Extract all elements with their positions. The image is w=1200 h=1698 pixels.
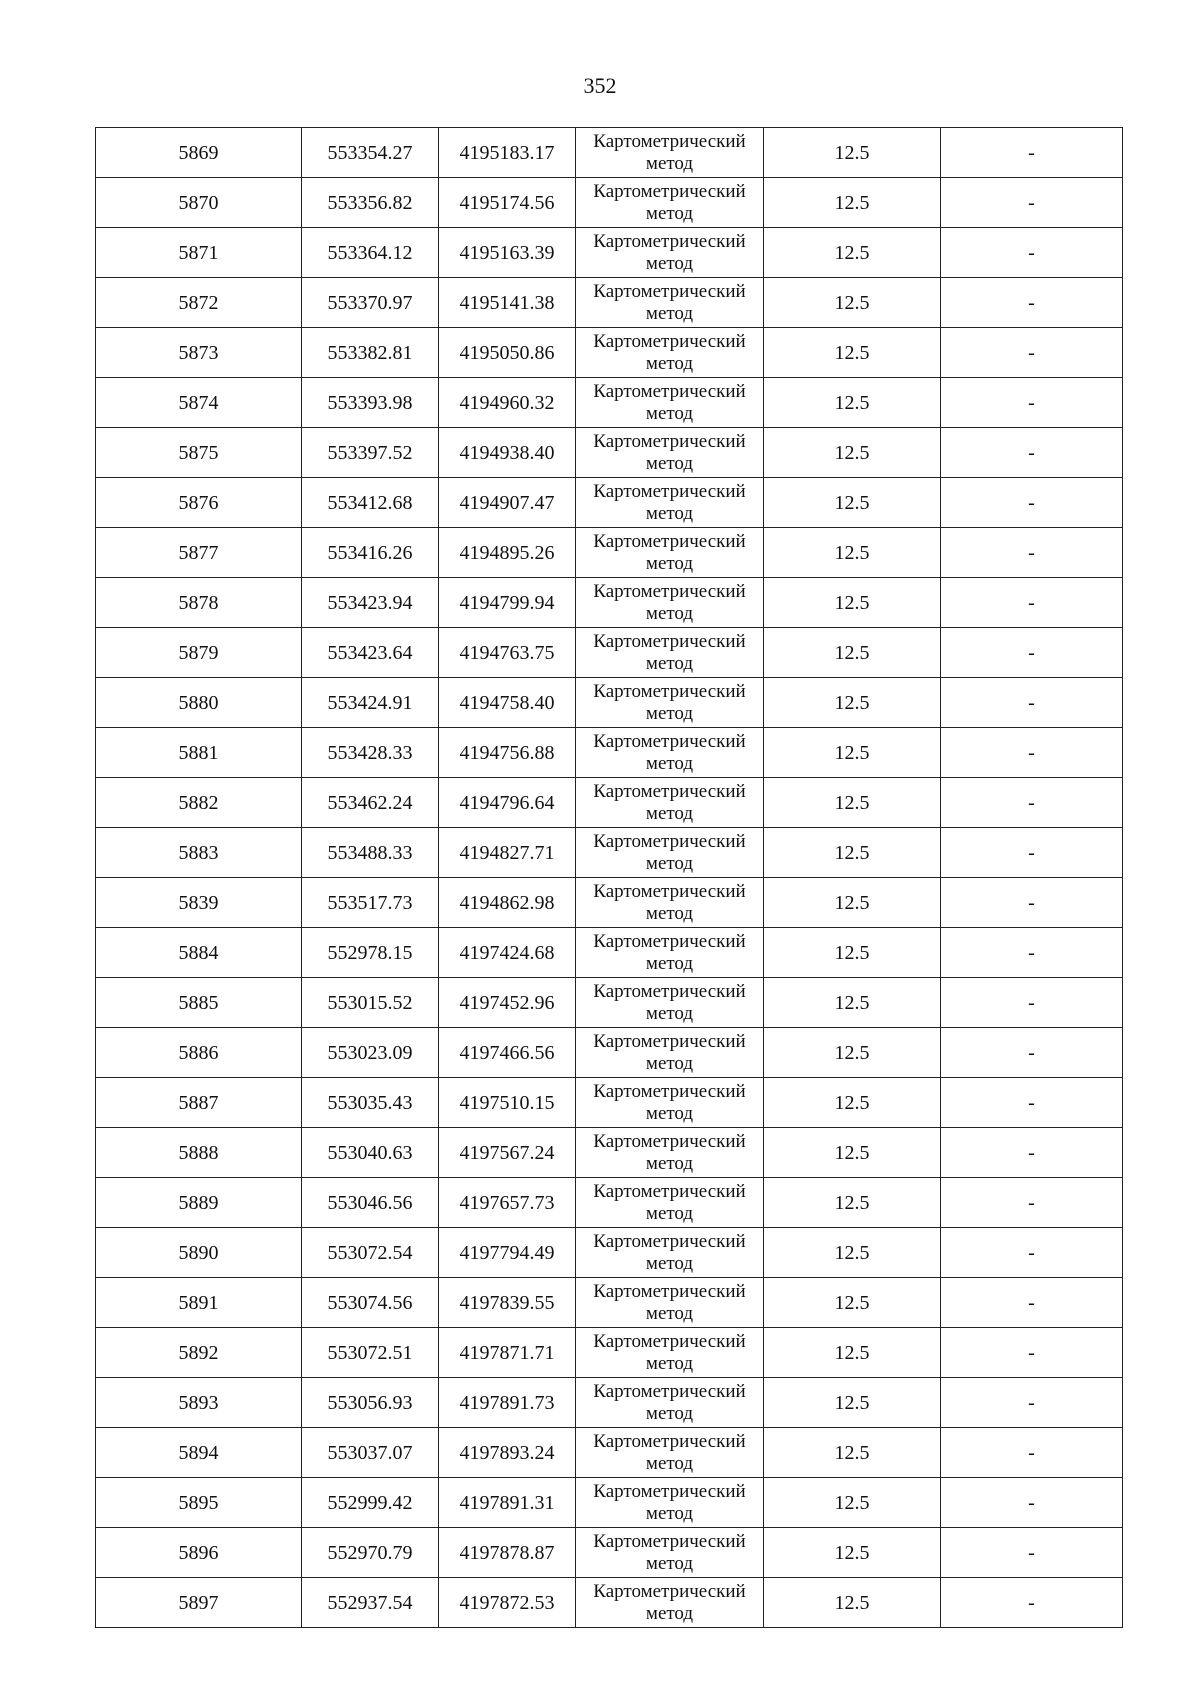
note-cell: - <box>941 778 1123 828</box>
coordinates-table <box>95 127 1123 1628</box>
method-cell: Картометрический метод <box>576 1378 764 1428</box>
table-row <box>96 1028 1123 1078</box>
accuracy-cell: 12.5 <box>764 1028 941 1078</box>
y-coordinate-cell: 4194763.75 <box>439 628 576 678</box>
point-number-cell: 5894 <box>96 1428 302 1478</box>
note-cell: - <box>941 528 1123 578</box>
method-cell: Картометрический метод <box>576 978 764 1028</box>
table-row <box>96 1328 1123 1378</box>
accuracy-cell: 12.5 <box>764 1228 941 1278</box>
note-cell: - <box>941 928 1123 978</box>
accuracy-cell: 12.5 <box>764 1278 941 1328</box>
y-coordinate-cell: 4195163.39 <box>439 228 576 278</box>
note-cell: - <box>941 1228 1123 1278</box>
x-coordinate-cell: 553424.91 <box>302 678 439 728</box>
point-number-cell: 5896 <box>96 1528 302 1578</box>
method-cell: Картометрический метод <box>576 528 764 578</box>
point-number-cell: 5873 <box>96 328 302 378</box>
table-row <box>96 878 1123 928</box>
table-row <box>96 778 1123 828</box>
method-cell: Картометрический метод <box>576 1128 764 1178</box>
accuracy-cell: 12.5 <box>764 878 941 928</box>
point-number-cell: 5839 <box>96 878 302 928</box>
x-coordinate-cell: 553416.26 <box>302 528 439 578</box>
point-number-cell: 5872 <box>96 278 302 328</box>
note-cell: - <box>941 1328 1123 1378</box>
y-coordinate-cell: 4197893.24 <box>439 1428 576 1478</box>
x-coordinate-cell: 553040.63 <box>302 1128 439 1178</box>
accuracy-cell: 12.5 <box>764 1378 941 1428</box>
y-coordinate-cell: 4197871.71 <box>439 1328 576 1378</box>
point-number-cell: 5874 <box>96 378 302 428</box>
x-coordinate-cell: 553015.52 <box>302 978 439 1028</box>
note-cell: - <box>941 328 1123 378</box>
y-coordinate-cell: 4195050.86 <box>439 328 576 378</box>
y-coordinate-cell: 4194895.26 <box>439 528 576 578</box>
x-coordinate-cell: 553356.82 <box>302 178 439 228</box>
y-coordinate-cell: 4194960.32 <box>439 378 576 428</box>
y-coordinate-cell: 4197872.53 <box>439 1578 576 1628</box>
point-number-cell: 5877 <box>96 528 302 578</box>
x-coordinate-cell: 553072.54 <box>302 1228 439 1278</box>
note-cell: - <box>941 1528 1123 1578</box>
method-cell: Картометрический метод <box>576 828 764 878</box>
y-coordinate-cell: 4197466.56 <box>439 1028 576 1078</box>
x-coordinate-cell: 552978.15 <box>302 928 439 978</box>
note-cell: - <box>941 1128 1123 1178</box>
table-row <box>96 1078 1123 1128</box>
x-coordinate-cell: 552937.54 <box>302 1578 439 1628</box>
method-cell: Картометрический метод <box>576 278 764 328</box>
accuracy-cell: 12.5 <box>764 278 941 328</box>
table-row <box>96 178 1123 228</box>
note-cell: - <box>941 828 1123 878</box>
note-cell: - <box>941 178 1123 228</box>
method-cell: Картометрический метод <box>576 378 764 428</box>
y-coordinate-cell: 4197452.96 <box>439 978 576 1028</box>
accuracy-cell: 12.5 <box>764 328 941 378</box>
note-cell: - <box>941 728 1123 778</box>
table-row <box>96 128 1123 178</box>
y-coordinate-cell: 4197794.49 <box>439 1228 576 1278</box>
point-number-cell: 5889 <box>96 1178 302 1228</box>
accuracy-cell: 12.5 <box>764 1328 941 1378</box>
method-cell: Картометрический метод <box>576 328 764 378</box>
point-number-cell: 5879 <box>96 628 302 678</box>
table-row <box>96 478 1123 528</box>
y-coordinate-cell: 4194758.40 <box>439 678 576 728</box>
table-row <box>96 1128 1123 1178</box>
note-cell: - <box>941 478 1123 528</box>
x-coordinate-cell: 553428.33 <box>302 728 439 778</box>
note-cell: - <box>941 378 1123 428</box>
y-coordinate-cell: 4195141.38 <box>439 278 576 328</box>
point-number-cell: 5880 <box>96 678 302 728</box>
method-cell: Картометрический метод <box>576 628 764 678</box>
accuracy-cell: 12.5 <box>764 1478 941 1528</box>
accuracy-cell: 12.5 <box>764 228 941 278</box>
table-row <box>96 278 1123 328</box>
method-cell: Картометрический метод <box>576 728 764 778</box>
y-coordinate-cell: 4194862.98 <box>439 878 576 928</box>
point-number-cell: 5897 <box>96 1578 302 1628</box>
x-coordinate-cell: 553397.52 <box>302 428 439 478</box>
y-coordinate-cell: 4194756.88 <box>439 728 576 778</box>
method-cell: Картометрический метод <box>576 878 764 928</box>
y-coordinate-cell: 4195183.17 <box>439 128 576 178</box>
note-cell: - <box>941 678 1123 728</box>
table-row <box>96 1178 1123 1228</box>
method-cell: Картометрический метод <box>576 1328 764 1378</box>
accuracy-cell: 12.5 <box>764 1578 941 1628</box>
table-row <box>96 428 1123 478</box>
method-cell: Картометрический метод <box>576 1528 764 1578</box>
note-cell: - <box>941 1578 1123 1628</box>
accuracy-cell: 12.5 <box>764 928 941 978</box>
method-cell: Картометрический метод <box>576 678 764 728</box>
method-cell: Картометрический метод <box>576 578 764 628</box>
accuracy-cell: 12.5 <box>764 1528 941 1578</box>
point-number-cell: 5887 <box>96 1078 302 1128</box>
y-coordinate-cell: 4197891.31 <box>439 1478 576 1528</box>
accuracy-cell: 12.5 <box>764 578 941 628</box>
x-coordinate-cell: 553423.94 <box>302 578 439 628</box>
note-cell: - <box>941 878 1123 928</box>
table-row <box>96 1478 1123 1528</box>
accuracy-cell: 12.5 <box>764 478 941 528</box>
x-coordinate-cell: 553035.43 <box>302 1078 439 1128</box>
point-number-cell: 5895 <box>96 1478 302 1528</box>
y-coordinate-cell: 4194796.64 <box>439 778 576 828</box>
accuracy-cell: 12.5 <box>764 178 941 228</box>
method-cell: Картометрический метод <box>576 1428 764 1478</box>
table-row <box>96 328 1123 378</box>
accuracy-cell: 12.5 <box>764 1178 941 1228</box>
method-cell: Картометрический метод <box>576 228 764 278</box>
table-row <box>96 728 1123 778</box>
table-row <box>96 978 1123 1028</box>
note-cell: - <box>941 278 1123 328</box>
accuracy-cell: 12.5 <box>764 128 941 178</box>
point-number-cell: 5893 <box>96 1378 302 1428</box>
table-row <box>96 1528 1123 1578</box>
table-row <box>96 1428 1123 1478</box>
x-coordinate-cell: 553074.56 <box>302 1278 439 1328</box>
y-coordinate-cell: 4197839.55 <box>439 1278 576 1328</box>
x-coordinate-cell: 553364.12 <box>302 228 439 278</box>
point-number-cell: 5870 <box>96 178 302 228</box>
y-coordinate-cell: 4195174.56 <box>439 178 576 228</box>
note-cell: - <box>941 578 1123 628</box>
note-cell: - <box>941 1178 1123 1228</box>
table-row <box>96 1578 1123 1628</box>
note-cell: - <box>941 1078 1123 1128</box>
x-coordinate-cell: 553354.27 <box>302 128 439 178</box>
y-coordinate-cell: 4197878.87 <box>439 1528 576 1578</box>
point-number-cell: 5876 <box>96 478 302 528</box>
accuracy-cell: 12.5 <box>764 728 941 778</box>
page-number: 352 <box>583 73 617 98</box>
x-coordinate-cell: 553056.93 <box>302 1378 439 1428</box>
x-coordinate-cell: 553037.07 <box>302 1428 439 1478</box>
table-row <box>96 228 1123 278</box>
method-cell: Картометрический метод <box>576 428 764 478</box>
x-coordinate-cell: 553023.09 <box>302 1028 439 1078</box>
accuracy-cell: 12.5 <box>764 678 941 728</box>
x-coordinate-cell: 552970.79 <box>302 1528 439 1578</box>
y-coordinate-cell: 4197510.15 <box>439 1078 576 1128</box>
method-cell: Картометрический метод <box>576 1178 764 1228</box>
point-number-cell: 5881 <box>96 728 302 778</box>
method-cell: Картометрический метод <box>576 128 764 178</box>
point-number-cell: 5884 <box>96 928 302 978</box>
x-coordinate-cell: 553488.33 <box>302 828 439 878</box>
coordinates-table-body <box>96 128 1123 1628</box>
point-number-cell: 5882 <box>96 778 302 828</box>
method-cell: Картометрический метод <box>576 928 764 978</box>
note-cell: - <box>941 1478 1123 1528</box>
x-coordinate-cell: 552999.42 <box>302 1478 439 1528</box>
point-number-cell: 5892 <box>96 1328 302 1378</box>
y-coordinate-cell: 4197657.73 <box>439 1178 576 1228</box>
accuracy-cell: 12.5 <box>764 428 941 478</box>
table-row <box>96 528 1123 578</box>
method-cell: Картометрический метод <box>576 1028 764 1078</box>
method-cell: Картометрический метод <box>576 1278 764 1328</box>
point-number-cell: 5890 <box>96 1228 302 1278</box>
accuracy-cell: 12.5 <box>764 828 941 878</box>
point-number-cell: 5869 <box>96 128 302 178</box>
point-number-cell: 5883 <box>96 828 302 878</box>
x-coordinate-cell: 553382.81 <box>302 328 439 378</box>
table-row <box>96 628 1123 678</box>
table-row <box>96 928 1123 978</box>
note-cell: - <box>941 128 1123 178</box>
table-row <box>96 578 1123 628</box>
y-coordinate-cell: 4194907.47 <box>439 478 576 528</box>
point-number-cell: 5878 <box>96 578 302 628</box>
point-number-cell: 5888 <box>96 1128 302 1178</box>
table-row <box>96 1228 1123 1278</box>
method-cell: Картометрический метод <box>576 478 764 528</box>
point-number-cell: 5885 <box>96 978 302 1028</box>
note-cell: - <box>941 978 1123 1028</box>
note-cell: - <box>941 1028 1123 1078</box>
x-coordinate-cell: 553517.73 <box>302 878 439 928</box>
y-coordinate-cell: 4197891.73 <box>439 1378 576 1428</box>
method-cell: Картометрический метод <box>576 1578 764 1628</box>
table-row <box>96 678 1123 728</box>
accuracy-cell: 12.5 <box>764 528 941 578</box>
note-cell: - <box>941 1378 1123 1428</box>
method-cell: Картометрический метод <box>576 1078 764 1128</box>
table-row <box>96 378 1123 428</box>
x-coordinate-cell: 553046.56 <box>302 1178 439 1228</box>
method-cell: Картометрический метод <box>576 178 764 228</box>
note-cell: - <box>941 428 1123 478</box>
point-number-cell: 5891 <box>96 1278 302 1328</box>
accuracy-cell: 12.5 <box>764 778 941 828</box>
y-coordinate-cell: 4194938.40 <box>439 428 576 478</box>
point-number-cell: 5871 <box>96 228 302 278</box>
point-number-cell: 5886 <box>96 1028 302 1078</box>
y-coordinate-cell: 4197567.24 <box>439 1128 576 1178</box>
accuracy-cell: 12.5 <box>764 1128 941 1178</box>
point-number-cell: 5875 <box>96 428 302 478</box>
table-row <box>96 828 1123 878</box>
y-coordinate-cell: 4194799.94 <box>439 578 576 628</box>
accuracy-cell: 12.5 <box>764 628 941 678</box>
x-coordinate-cell: 553462.24 <box>302 778 439 828</box>
x-coordinate-cell: 553370.97 <box>302 278 439 328</box>
method-cell: Картометрический метод <box>576 1478 764 1528</box>
y-coordinate-cell: 4194827.71 <box>439 828 576 878</box>
x-coordinate-cell: 553423.64 <box>302 628 439 678</box>
accuracy-cell: 12.5 <box>764 378 941 428</box>
note-cell: - <box>941 1278 1123 1328</box>
table-row <box>96 1378 1123 1428</box>
x-coordinate-cell: 553393.98 <box>302 378 439 428</box>
x-coordinate-cell: 553412.68 <box>302 478 439 528</box>
accuracy-cell: 12.5 <box>764 978 941 1028</box>
accuracy-cell: 12.5 <box>764 1078 941 1128</box>
accuracy-cell: 12.5 <box>764 1428 941 1478</box>
note-cell: - <box>941 228 1123 278</box>
method-cell: Картометрический метод <box>576 1228 764 1278</box>
x-coordinate-cell: 553072.51 <box>302 1328 439 1378</box>
note-cell: - <box>941 1428 1123 1478</box>
table-row <box>96 1278 1123 1328</box>
note-cell: - <box>941 628 1123 678</box>
method-cell: Картометрический метод <box>576 778 764 828</box>
y-coordinate-cell: 4197424.68 <box>439 928 576 978</box>
